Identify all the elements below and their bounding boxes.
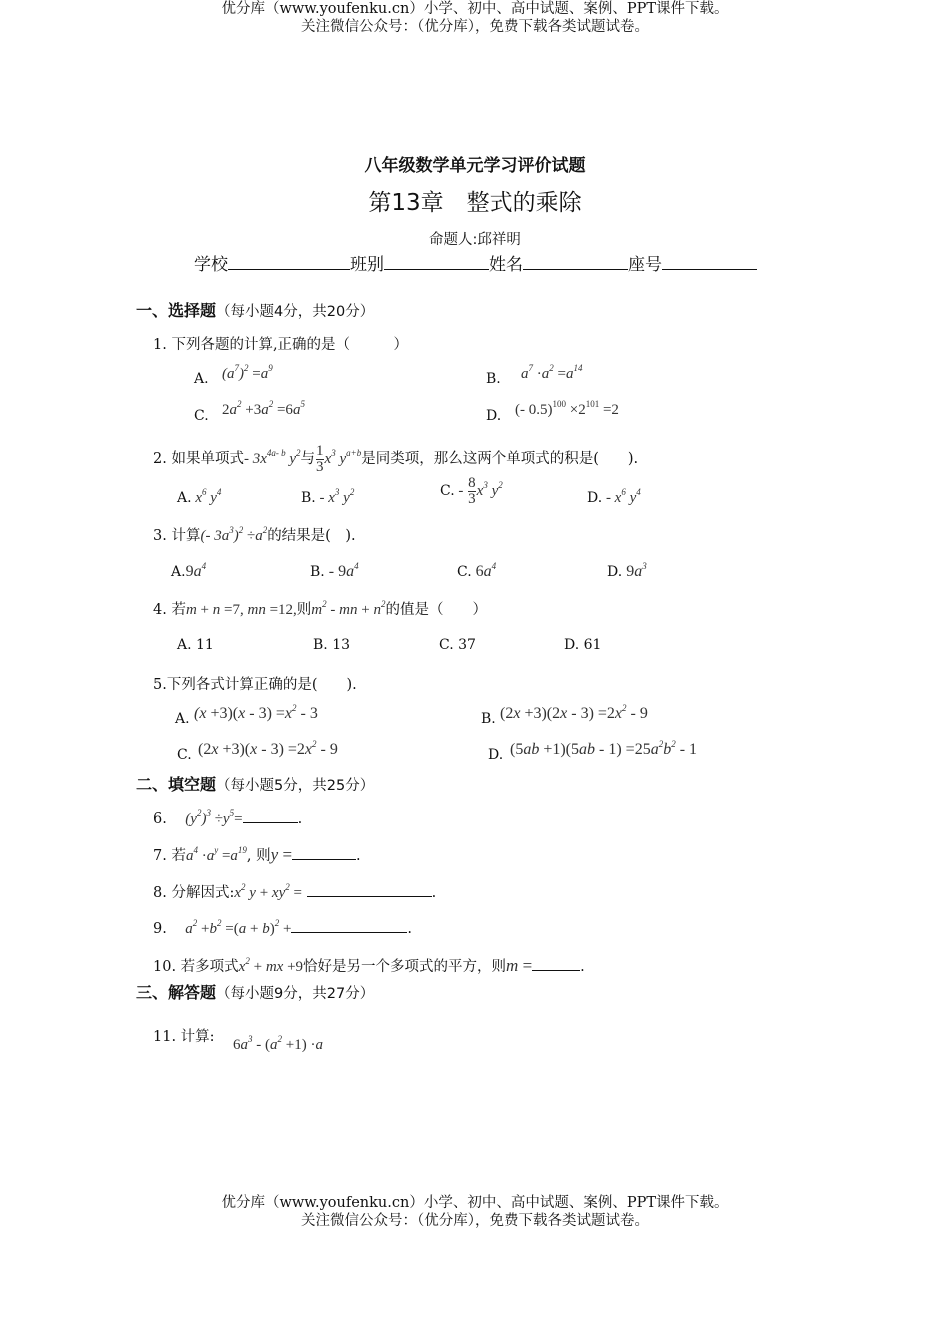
q5-option-c-expr: $(2x +3)(x - 3) =2x^2 - 9$ xyxy=(198,739,338,758)
q2-option-a: A. $x^6$ $y^4$ xyxy=(177,487,222,506)
q1-option-d-expr: (- $0.5)^{100} \times 2^{101} =2$ xyxy=(515,399,619,418)
q11-expression: $6a^3 - (a^2 +1) \cdot a$ xyxy=(233,1034,323,1053)
q9-answer-blank[interactable] xyxy=(291,916,407,933)
name-blank[interactable] xyxy=(523,253,628,270)
exam-title: 八年级数学单元学习评价试题 xyxy=(364,156,586,176)
header-line-2: 关注微信公众号：（优分库），免费下载各类试题试卷。 xyxy=(301,19,649,35)
q10-answer-blank[interactable] xyxy=(532,954,580,971)
seat-label: 座号 xyxy=(628,255,662,275)
q5-option-c: C. xyxy=(177,747,192,763)
question-7: 7. 若$a^4 \cdot a^y =a^{19}$, 则y = . xyxy=(153,845,361,864)
q1-option-b-expr: $a^7 \cdot a^2 =a^{14}$ xyxy=(521,363,583,382)
section-2-heading: 二、填空题（每小题5分，共25分） xyxy=(136,775,375,794)
question-2: 2. 如果单项式- $3x^{4a- b}$ $y^2$与 $\frac{1}{3}$ $x^3$ $y^{a+b}$是同类项，那么这两个单项式的积是( ). xyxy=(153,443,639,475)
q5-option-a-expr: $(x +3)(x - 3) =x^2 - 3$ xyxy=(194,703,318,722)
q4-option-d: D. 61 xyxy=(564,637,602,653)
seat-blank[interactable] xyxy=(662,253,757,270)
question-5: 5.下列各式计算正确的是( ). xyxy=(153,677,357,693)
footer-line-1: 优分库（www.youfenku.cn）小学、初中、高中试题、案例、PPT课件下载。 xyxy=(221,1195,729,1211)
q2-option-c: C. - $\frac{8}{3}$ $x^3$ $y^2$ xyxy=(440,475,503,507)
q1-option-a: A. xyxy=(194,371,209,387)
q1-option-a-expr: $(a^7)^2 =a^9$ xyxy=(222,363,273,382)
q7-answer-blank[interactable] xyxy=(292,843,356,860)
question-3: 3. 计算(- $3a^3)^2 \div a^2$的结果是( ). xyxy=(153,525,356,544)
class-label: 班别 xyxy=(350,255,384,275)
q5-option-b-expr: $(2x +3)(2x - 3) =2x^2 - 9$ xyxy=(500,703,648,722)
author: 命题人:邱祥明 xyxy=(429,232,521,248)
question-6: 6. $(y^2)^3 \div y^5=$ . xyxy=(153,808,303,827)
section-1-heading: 一、选择题（每小题4分，共20分） xyxy=(136,301,375,320)
q1-option-c-expr: $2a^2 +3a^2 =6a^5$ xyxy=(222,399,305,418)
q2-option-d: D. - $x^6$ $y^4$ xyxy=(587,487,641,506)
q5-option-d: D. xyxy=(488,747,504,763)
school-blank[interactable] xyxy=(228,253,350,270)
footer-line-2: 关注微信公众号：（优分库），免费下载各类试题试卷。 xyxy=(301,1213,649,1229)
q6-answer-blank[interactable] xyxy=(243,806,298,823)
class-blank[interactable] xyxy=(384,253,489,270)
section-3-heading: 三、解答题（每小题9分，共27分） xyxy=(136,983,375,1002)
q5-option-b: B. xyxy=(481,711,496,727)
q2-option-b: B. - $x^3$ $y^2$ xyxy=(301,487,355,506)
q1-option-b: B. xyxy=(486,371,501,387)
question-11: 11. 计算: xyxy=(153,1029,215,1045)
q4-option-b: B. 13 xyxy=(313,637,351,653)
q3-option-a: $A.9a^4$ xyxy=(171,561,207,580)
q3-option-d: D. $9a^3$ xyxy=(607,561,647,580)
question-4: 4. 若m + n =7, mn =12,则$m^2$ - mn + $n^2$的值是（ ） xyxy=(153,599,487,618)
question-9: 9. $a^2 +b^2 =(a + b)^2$ + . xyxy=(153,918,413,937)
header-line-1: 优分库（www.youfenku.cn）小学、初中、高中试题、案例、PPT课件下载。 xyxy=(221,1,729,17)
q8-answer-blank[interactable] xyxy=(307,880,432,897)
question-1: 1. 下列各题的计算,正确的是（ ） xyxy=(153,337,409,353)
q3-option-b: B. - $9a^4$ xyxy=(310,561,359,580)
name-label: 姓名 xyxy=(489,255,523,275)
question-10: 10. 若多项式$x^2$ + mx +9恰好是另一个多项式的平方，则m = . xyxy=(153,956,585,975)
q5-option-d-expr: $(5ab +1)(5ab - 1) =25a^2b^2 - 1$ xyxy=(510,739,698,758)
q1-option-d: D. xyxy=(486,408,502,424)
question-8: 8. 分解因式$:x^2$ $y + xy^2$ = . xyxy=(153,882,437,901)
q4-option-a: A. 11 xyxy=(177,637,214,653)
q4-option-c: C. 37 xyxy=(439,637,476,653)
q3-option-c: C. $6a^4$ xyxy=(457,561,497,580)
q1-option-c: C. xyxy=(194,408,209,424)
chapter-title: 第13章 整式的乘除 xyxy=(368,190,582,216)
info-fields xyxy=(194,250,757,275)
school-label: 学校 xyxy=(194,255,228,275)
q5-option-a: A. xyxy=(175,711,190,727)
